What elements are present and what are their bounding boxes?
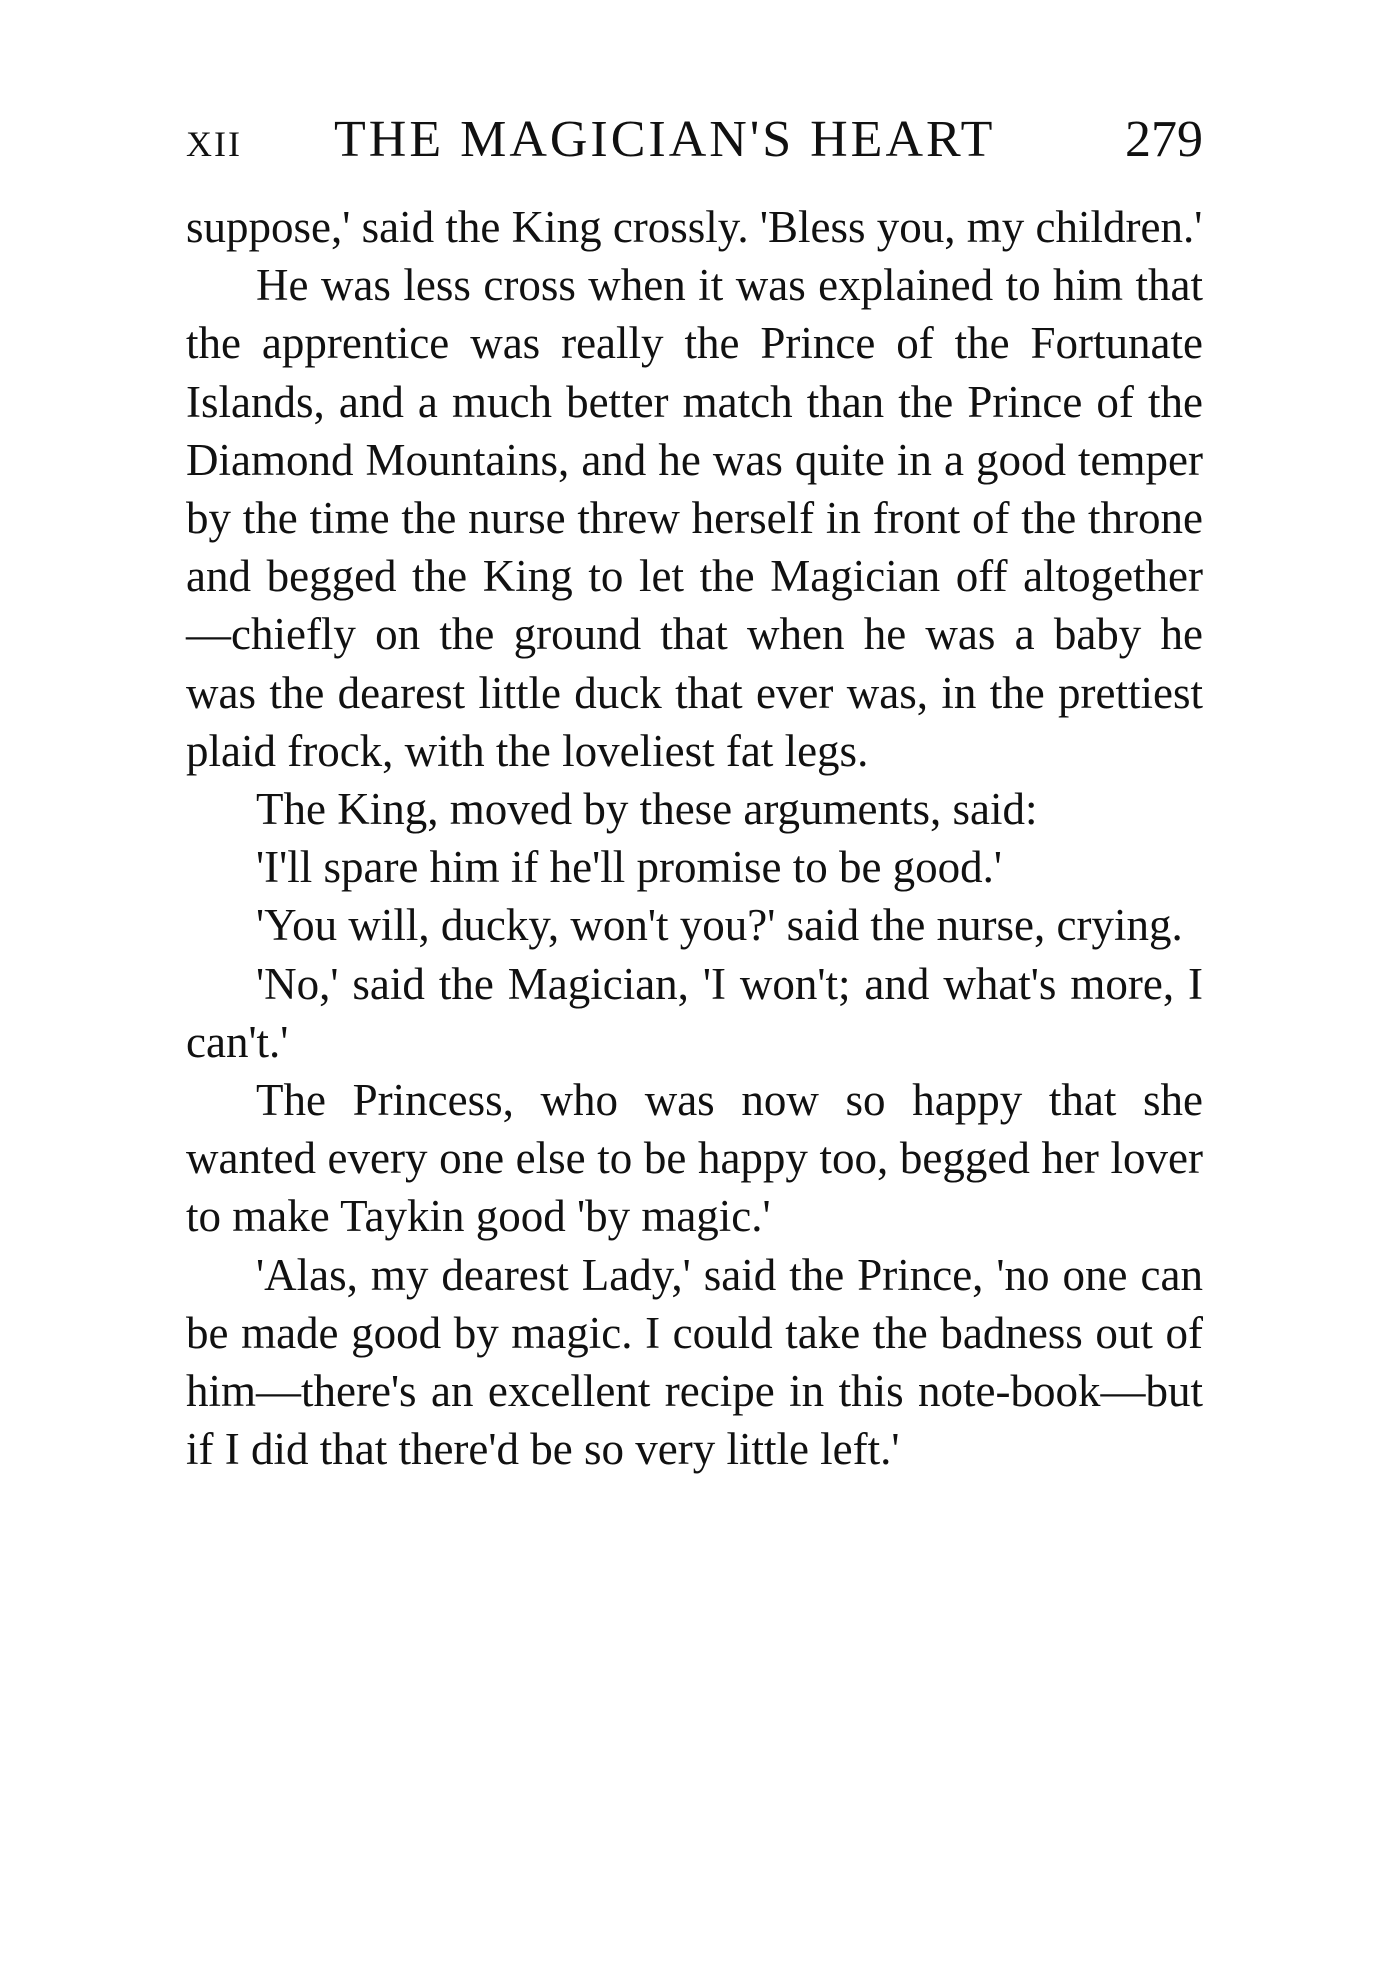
chapter-number: XII (186, 124, 242, 164)
paragraph: 'You will, ducky, won't you?' said the nurse, crying. (256, 900, 1183, 951)
chapter-title: THE MAGICIAN'S HEART (334, 111, 996, 168)
paragraph: 'Alas, my dearest Lady,' said the Prince, 'no one can be made good by magic. I could take the badness out of him—there's an excellent recipe in this note-book—but if I did that there'd be so very little left.' (186, 1249, 1203, 1475)
paragraph: He was less cross when it was explained to him that the apprentice was really the Prince of the Fortunate Islands, and a much better match than the Prince of the Diamond Mountains, and he was quite in a good temper by the time the nurse threw herself in front of the throne and begged the King to let the Magician off altogether—chiefly on the ground that when he was a baby he was the dearest little duck that ever was, in the prettiest plaid frock, with the loveliest fat legs. (186, 260, 1203, 776)
running-head (186, 105, 1203, 175)
paragraph: suppose,' said the King crossly. 'Bless you, my children.' (186, 202, 1203, 252)
body-text (186, 198, 1203, 1478)
paragraph: The Princess, who was now so happy that she wanted every one else to be happy too, begged her lover to make Taykin good 'by magic.' (186, 1075, 1203, 1242)
paragraph: 'I'll spare him if he'll promise to be good.' (256, 842, 1003, 893)
page-number: 279 (1125, 111, 1203, 168)
paragraph: The King, moved by these arguments, said: (256, 784, 1038, 835)
paragraph: 'No,' said the Magician, 'I won't; and what's more, I can't.' (186, 958, 1203, 1067)
